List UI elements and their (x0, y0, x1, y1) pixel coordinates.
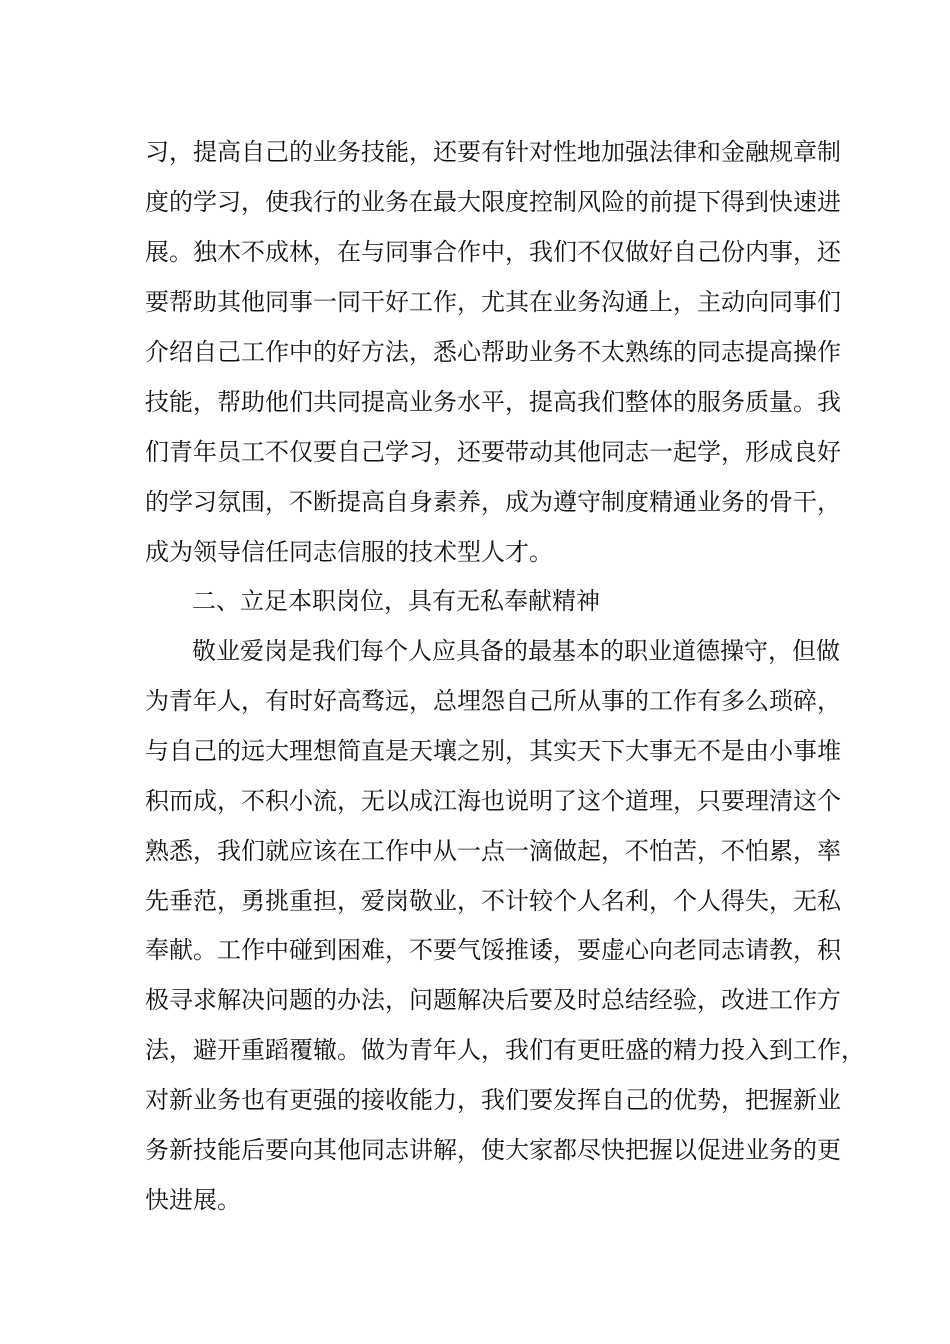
paragraph-2-line: 积而成，不积小流，无以成江海也说明了这个道理，只要理清这个 (145, 787, 841, 815)
paragraph-1-line: 介绍自己工作中的好方法，悉心帮助业务不太熟练的同志提高操作 (145, 338, 841, 366)
paragraph-2-line: 敬业爱岗是我们每个人应具备的最基本的职业道德操守，但做 (192, 637, 840, 665)
paragraph-2-line: 极寻求解决问题的办法，问题解决后要及时总结经验，改进工作方 (145, 986, 841, 1014)
paragraph-2-line: 法，避开重蹈覆辙。做为青年人，我们有更旺盛的精力投入到工作， (145, 1036, 865, 1064)
paragraph-2-line: 务新技能后要向其他同志讲解，使大家都尽快把握以促进业务的更 (145, 1136, 841, 1164)
paragraph-1-line: 的学习氛围，不断提高自身素养，成为遵守制度精通业务的骨干， (145, 488, 841, 516)
paragraph-2-line: 为青年人，有时好高骛远，总埋怨自己所从事的工作有多么琐碎， (145, 687, 841, 715)
paragraph-1-line: 习，提高自己的业务技能，还要有针对性地加强法律和金融规章制 (145, 138, 841, 166)
section-heading: 二、立足本职岗位，具有无私奉献精神 (192, 587, 600, 615)
paragraph-1-line: 展。独木不成林，在与同事合作中，我们不仅做好自己份内事，还 (145, 238, 841, 266)
paragraph-2-line: 奉献。工作中碰到困难，不要气馁推诿，要虚心向老同志请教，积 (145, 936, 841, 964)
paragraph-1-line: 要帮助其他同事一同干好工作，尤其在业务沟通上，主动向同事们 (145, 288, 841, 316)
paragraph-2-line: 快进展。 (145, 1186, 241, 1214)
paragraph-2-line: 与自己的远大理想简直是天壤之别，其实天下大事无不是由小事堆 (145, 737, 841, 765)
paragraph-1-line: 成为领导信任同志信服的技术型人才。 (145, 538, 553, 566)
paragraph-1-line: 们青年员工不仅要自己学习，还要带动其他同志一起学，形成良好 (145, 438, 841, 466)
paragraph-2-line: 先垂范，勇挑重担，爱岗敬业，不计较个人名利，个人得失，无私 (145, 887, 841, 915)
paragraph-1-line: 度的学习，使我行的业务在最大限度控制风险的前提下得到快速进 (145, 188, 841, 216)
paragraph-1-line: 技能，帮助他们共同提高业务水平，提高我们整体的服务质量。我 (145, 388, 841, 416)
paragraph-2-line: 熟悉，我们就应该在工作中从一点一滴做起，不怕苦，不怕累，率 (145, 837, 841, 865)
paragraph-2-line: 对新业务也有更强的接收能力，我们要发挥自己的优势，把握新业 (145, 1086, 841, 1114)
